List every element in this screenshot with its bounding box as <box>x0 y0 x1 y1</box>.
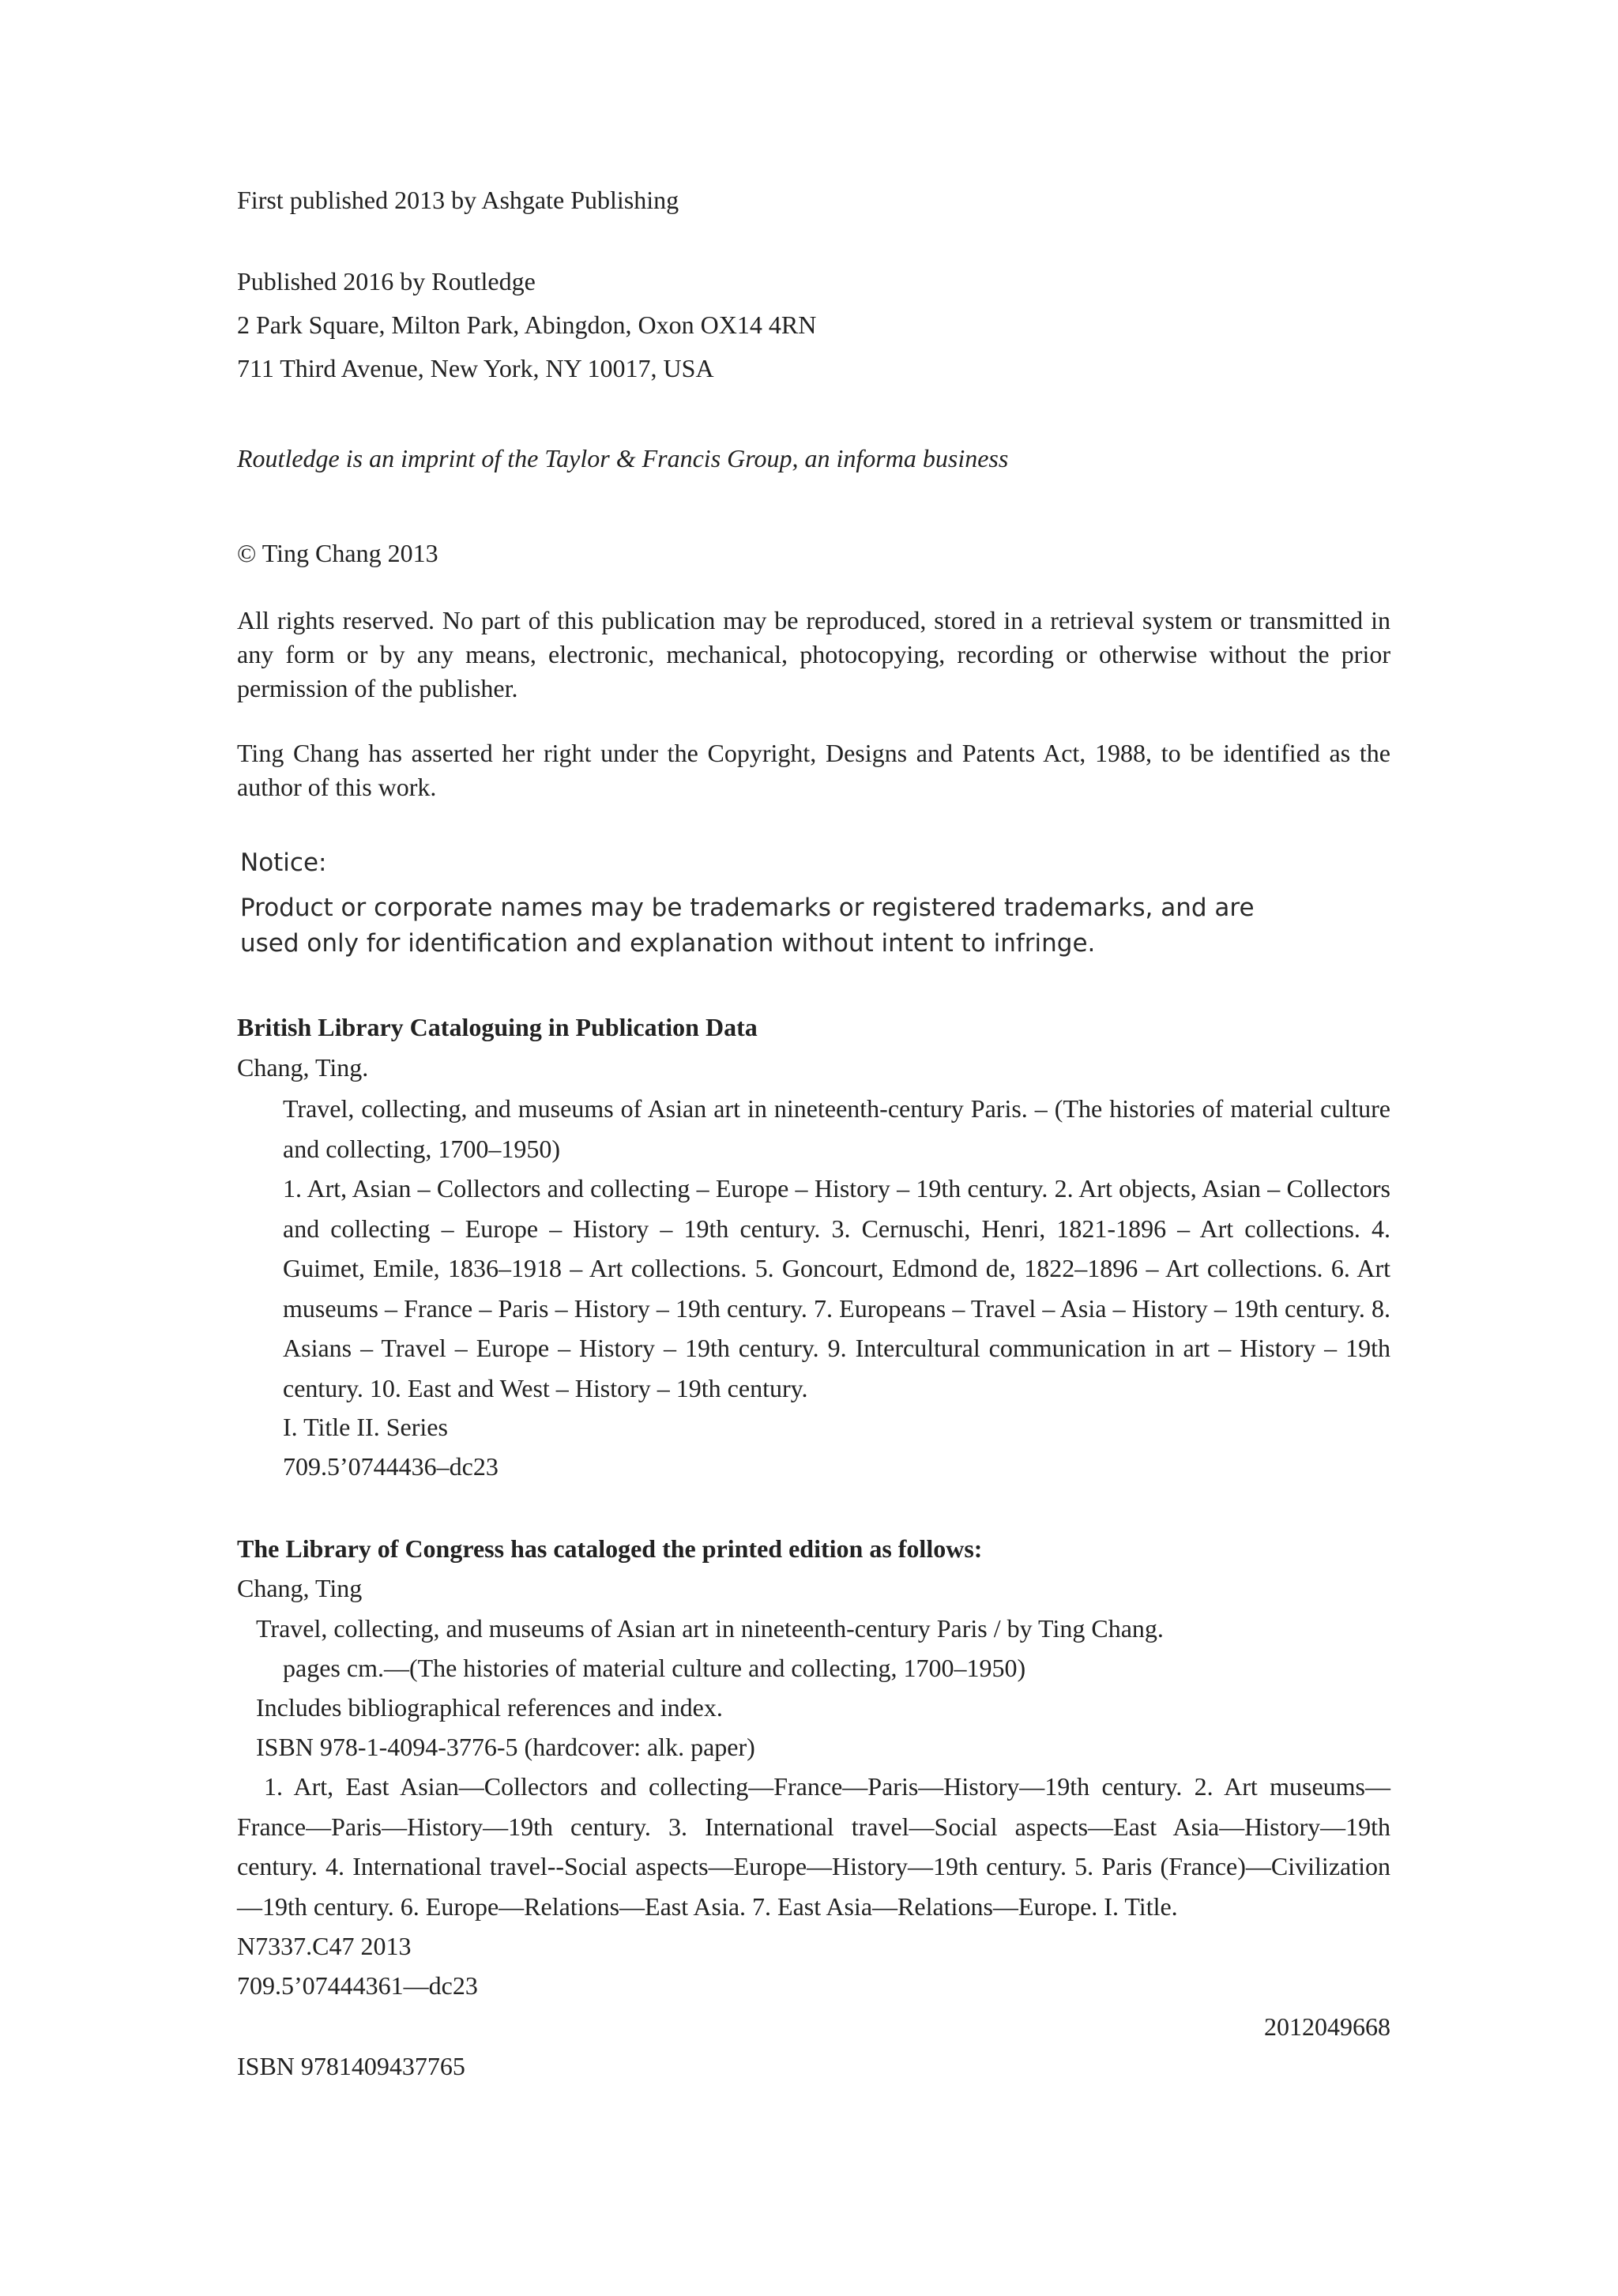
first-published-line: First published 2013 by Ashgate Publishing <box>237 186 679 214</box>
copyright-line: © Ting Chang 2013 <box>237 539 438 567</box>
loc-cip-includes: Includes bibliographical references and index. <box>256 1693 723 1722</box>
loc-cip-pages: pages cm.—(The histories of material culture and collecting, 1700–1950) <box>283 1654 1026 1682</box>
loc-cip-subjects: 1. Art, East Asian—Collectors and collecting—France—Paris—History—19th century. 2. Art museums—France—Paris—History—19th century. 3. International travel—Social aspects—East Asia—History—19th century. 4. International travel--Social aspects—Europe—History—19th century. 5. Paris (France)—Civilization—19th century. 6. Europe—Relations—East Asia. 7. East Asia—Relations—Europe. I. Title. <box>237 1772 1390 1921</box>
isbn-line: ISBN 9781409437765 <box>237 2052 465 2080</box>
loc-cip-title: Travel, collecting, and museums of Asian art in nineteenth-century Paris / by Ting Chang. <box>256 1614 1164 1643</box>
notice-line-1: Product or corporate names may be trademarks or registered trademarks, and are <box>240 894 1255 922</box>
loc-cip-classification: 709.5’07444361—dc23 <box>237 1971 478 2000</box>
bl-cip-author: Chang, Ting. <box>237 1053 369 1082</box>
loc-cip-heading: The Library of Congress has cataloged the printed edition as follows: <box>237 1534 983 1563</box>
author-assertion: Ting Chang has asserted her right under the Copyright, Designs and Patents Act, 1988, to be identified as the author of this work. <box>237 739 1390 801</box>
bl-cip-classification: 709.5’0744436–dc23 <box>283 1452 499 1481</box>
loc-cip-isbn-hardcover: ISBN 978-1-4094-3776-5 (hardcover: alk. paper) <box>256 1733 755 1761</box>
notice-heading: Notice: <box>240 849 327 877</box>
address-us-line: 711 Third Avenue, New York, NY 10017, USA <box>237 354 714 382</box>
loc-cip-author: Chang, Ting <box>237 1574 363 1602</box>
notice-line-2: used only for identification and explanation without intent to infringe. <box>240 929 1096 958</box>
loc-cip-lccn: 2012049668 <box>1264 2012 1390 2041</box>
bl-cip-subjects: 1. Art, Asian – Collectors and collecting – Europe – History – 19th century. 2. Art objects, Asian – Collectors and collecting – Europe – History – 19th century. 3. Cernuschi, Henri, 1821-1896 – Art collections. 4. Guimet, Emile, 1836–1918 – Art collections. 5. Goncourt, Edmond de, 1822–1896 – Art collections. 6. Art museums – France – Paris – History – 19th century. 7. Europeans – Travel – Asia – History – 19th century. 8. Asians – Travel – Europe – History – 19th century. 9. Intercultural communication in art – History – 19th century. 10. East and West – History – 19th century. <box>283 1174 1390 1402</box>
address-uk-line: 2 Park Square, Milton Park, Abingdon, Oxon OX14 4RN <box>237 311 817 339</box>
bl-cip-title: Travel, collecting, and museums of Asian art in nineteenth-century Paris. – (The histories of material culture and collecting, 1700–1950) <box>283 1094 1390 1163</box>
publisher-line: Published 2016 by Routledge <box>237 267 536 295</box>
bl-cip-heading: British Library Cataloguing in Publication Data <box>237 1013 758 1041</box>
rights-statement: All rights reserved. No part of this publication may be reproduced, stored in a retrieval system or transmitted in any form or by any means, electronic, mechanical, photocopying, recording or otherwise without the prior permission of the publisher. <box>237 606 1390 702</box>
imprint-line: Routledge is an imprint of the Taylor & Francis Group, an informa business <box>237 444 1009 472</box>
loc-cip-call-number: N7337.C47 2013 <box>237 1932 412 1960</box>
bl-cip-title-series: I. Title II. Series <box>283 1413 448 1441</box>
